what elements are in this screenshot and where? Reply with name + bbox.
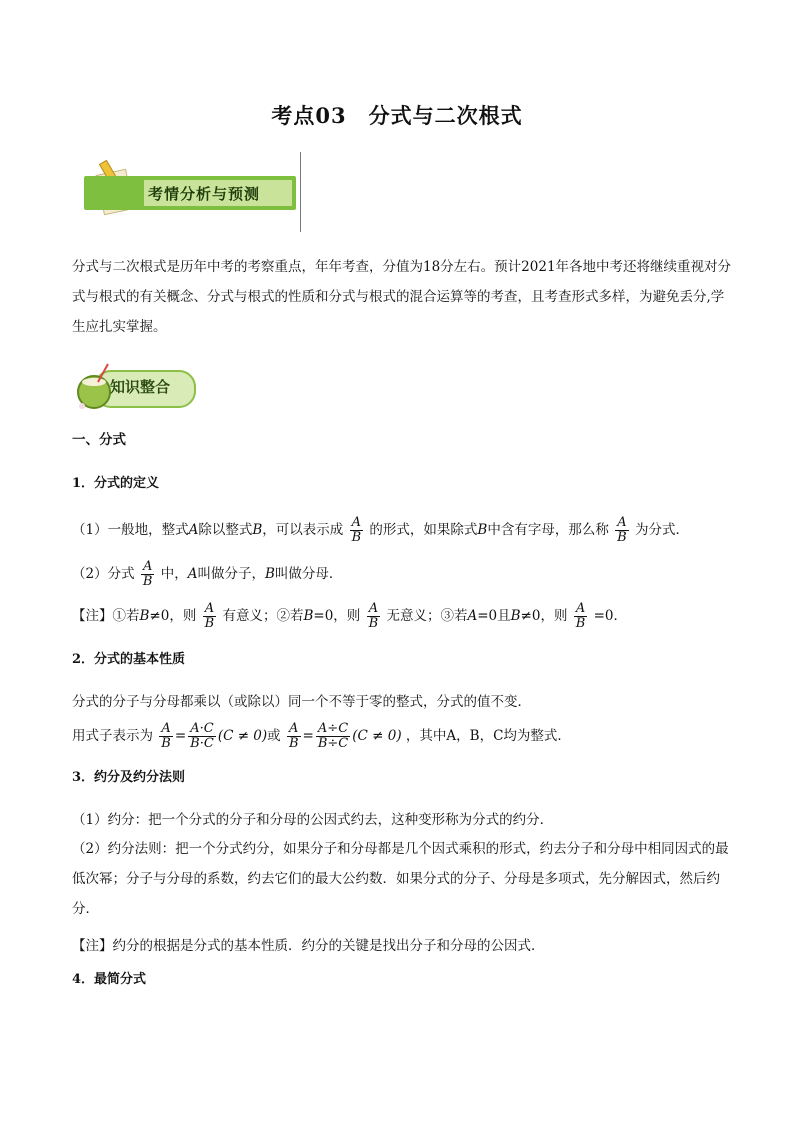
- fraction: $\frac{A}{B}$: [288, 721, 299, 751]
- reduction-definition: （1）约分：把一个分式的分子和分母的公因式约去，这种变形称为分式的约分．: [72, 812, 554, 828]
- definition-line-2: （2）分式 $\frac{A}{B}$ 中，A叫做分子，B叫做分母．: [72, 559, 343, 589]
- reduction-rule: （2）约分法则：把一个分式约分，如果分子和分母都是几个因式乘积的形式，约去分子和分母中相同因式的最低次幂；分子与分母的系数，约去它们的最大公约数．如果分式的分子、分母是多项式，先分解因式，然后约分．: [72, 841, 729, 917]
- basic-property-formula: 用式子表示为 $\frac{A}{B}$ = $\frac{A\cdot C}{B\cdot C}$ (C ≠ 0)或 $\frac{A}{B}$ = $\frac{A\div C}{B\div C}$ (C ≠ 0) ，其中A，B，C均为整式．: [72, 721, 571, 751]
- fraction: $\frac{A}{B}$: [575, 601, 586, 631]
- fraction: $\frac{A}{B}$: [368, 601, 379, 631]
- heading-simplest-fraction: 4．最简分式: [72, 972, 147, 987]
- divider: [300, 152, 301, 232]
- fraction: $\frac{A}{B}$: [204, 601, 215, 631]
- knowledge-banner: [72, 362, 196, 412]
- analysis-banner-label: 考情分析与预测: [148, 185, 261, 203]
- intro-paragraph: 分式与二次根式是历年中考的考察重点，年年考查，分值为18分左右。预计2021年各地中考还将继续重视对分式与根式的有关概念、分式与根式的性质和分式与根式的混合运算等的考查，且考查形式多样，为避免丢分,学生应扎实掌握。: [72, 259, 732, 335]
- fraction: $\frac{A\cdot C}{B\cdot C}$: [190, 721, 214, 751]
- fraction: $\frac{A}{B}$: [351, 515, 362, 545]
- fraction: $\frac{A}{B}$: [161, 721, 171, 751]
- page-title: 考点03 分式与二次根式: [271, 103, 523, 128]
- heading-reduction: 3．约分及约分法则: [72, 770, 186, 785]
- reduction-note: 【注】约分的根据是分式的基本性质．约分的关键是找出分子和分母的公因式．: [72, 938, 545, 954]
- fraction: $\frac{A}{B}$: [142, 559, 153, 589]
- heading-definition: 1．分式的定义: [72, 476, 160, 491]
- basic-property-text: 分式的分子与分母都乘以（或除以）同一个不等于零的整式，分式的值不变．: [72, 694, 531, 710]
- analysis-banner: [84, 152, 302, 232]
- definition-note: 【注】①若B≠0，则 $\frac{A}{B}$ 有意义；②若B=0，则 $\frac{A}{B}$ 无意义；③若A=0且B≠0，则 $\frac{A}{B}$ =0．: [72, 601, 628, 631]
- fraction: $\frac{A}{B}$: [617, 515, 627, 545]
- section-heading: 一、分式: [72, 432, 126, 448]
- heading-basic-property: 2．分式的基本性质: [72, 652, 186, 667]
- definition-line-1: （1）一般地，整式A除以整式B，可以表示成 $\frac{A}{B}$ 的形式，如果除式B中含有字母，那么称 $\frac{A}{B}$ 为分式．: [72, 515, 689, 545]
- knowledge-banner-label: 知识整合: [110, 378, 171, 396]
- fraction: $\frac{A\div C}{B\div C}$: [317, 721, 349, 751]
